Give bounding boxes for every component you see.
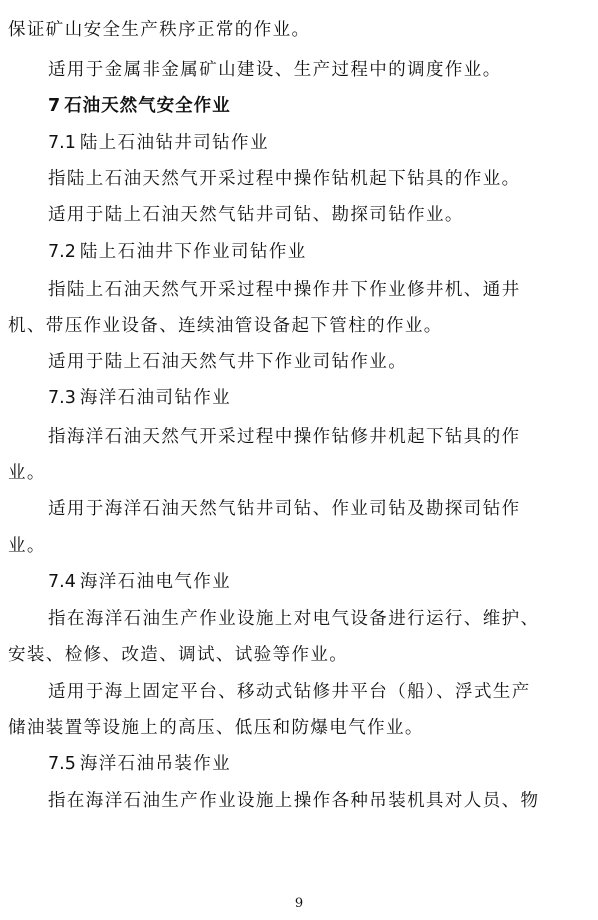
subsection-heading-7-1 (48, 131, 590, 155)
paragraph-scope (48, 497, 590, 521)
subsection-number: 7.2 (48, 242, 76, 262)
subsection-number: 7.1 (48, 133, 76, 153)
line-text: 指在海洋石油生产作业设施上操作各种吊装机具对人员、物 (48, 791, 540, 811)
line-text: 指在海洋石油生产作业设施上对电气设备进行运行、维护、 (48, 609, 540, 629)
paragraph-definition (48, 425, 590, 449)
subsection-title: 陆上石油钻井司钻作业 (79, 133, 269, 153)
text-line-continuation (8, 18, 590, 42)
paragraph-definition (48, 278, 590, 302)
line-text: 适用于陆上石油天然气钻井司钻、勘探司钻作业。 (48, 205, 464, 225)
paragraph-definition (48, 167, 590, 191)
line-text: 业。 (8, 536, 46, 556)
line-text: 储油装置等设施上的高压、低压和防爆电气作业。 (8, 718, 424, 738)
paragraph-definition (48, 789, 590, 813)
section-number: 7 (48, 96, 61, 116)
line-text: 适用于海上固定平台、移动式钻修井平台（船）、浮式生产 (48, 682, 531, 702)
subsection-number: 7.3 (48, 388, 76, 408)
line-text: 指海洋石油天然气开采过程中操作钻修井机起下钻具的作 (48, 427, 521, 447)
line-text: 适用于海洋石油天然气钻井司钻、作业司钻及勘探司钻作 (48, 499, 521, 519)
text-line-continuation (8, 716, 590, 740)
text-line-continuation (8, 461, 590, 485)
subsection-title: 海洋石油吊装作业 (79, 754, 232, 774)
paragraph-scope (48, 203, 590, 227)
subsection-heading-7-2 (48, 240, 590, 264)
line-text: 指陆上石油天然气开采过程中操作井下作业修井机、通井 (48, 280, 521, 300)
section-heading-7 (48, 94, 590, 118)
paragraph-definition (48, 607, 590, 631)
subsection-title: 海洋石油电气作业 (79, 572, 232, 592)
paragraph-scope (48, 350, 590, 374)
line-text: 保证矿山安全生产秩序正常的作业。 (8, 20, 311, 40)
text-line-continuation (8, 534, 590, 558)
subsection-number: 7.4 (48, 572, 76, 592)
line-text: 安装、检修、改造、调试、试验等作业。 (8, 645, 349, 665)
line-text: 机、带压作业设备、连续油管设备起下管柱的作业。 (8, 316, 443, 336)
line-text: 适用于陆上石油天然气井下作业司钻作业。 (48, 352, 408, 372)
subsection-heading-7-5 (48, 752, 590, 776)
text-line-continuation (8, 643, 590, 667)
line-text: 适用于金属非金属矿山建设、生产过程中的调度作业。 (48, 60, 502, 80)
subsection-title: 海洋石油司钻作业 (79, 388, 232, 408)
page-number: 9 (294, 896, 304, 911)
text-line-continuation (8, 314, 590, 338)
subsection-heading-7-3 (48, 386, 590, 410)
subsection-title: 陆上石油井下作业司钻作业 (79, 242, 307, 262)
subsection-number: 7.5 (48, 754, 76, 774)
subsection-heading-7-4 (48, 570, 590, 594)
line-text: 业。 (8, 463, 46, 483)
line-text: 指陆上石油天然气开采过程中操作钻机起下钻具的作业。 (48, 169, 521, 189)
paragraph-scope (48, 58, 590, 82)
section-title: 石油天然气安全作业 (64, 96, 231, 116)
paragraph-scope (48, 680, 590, 704)
